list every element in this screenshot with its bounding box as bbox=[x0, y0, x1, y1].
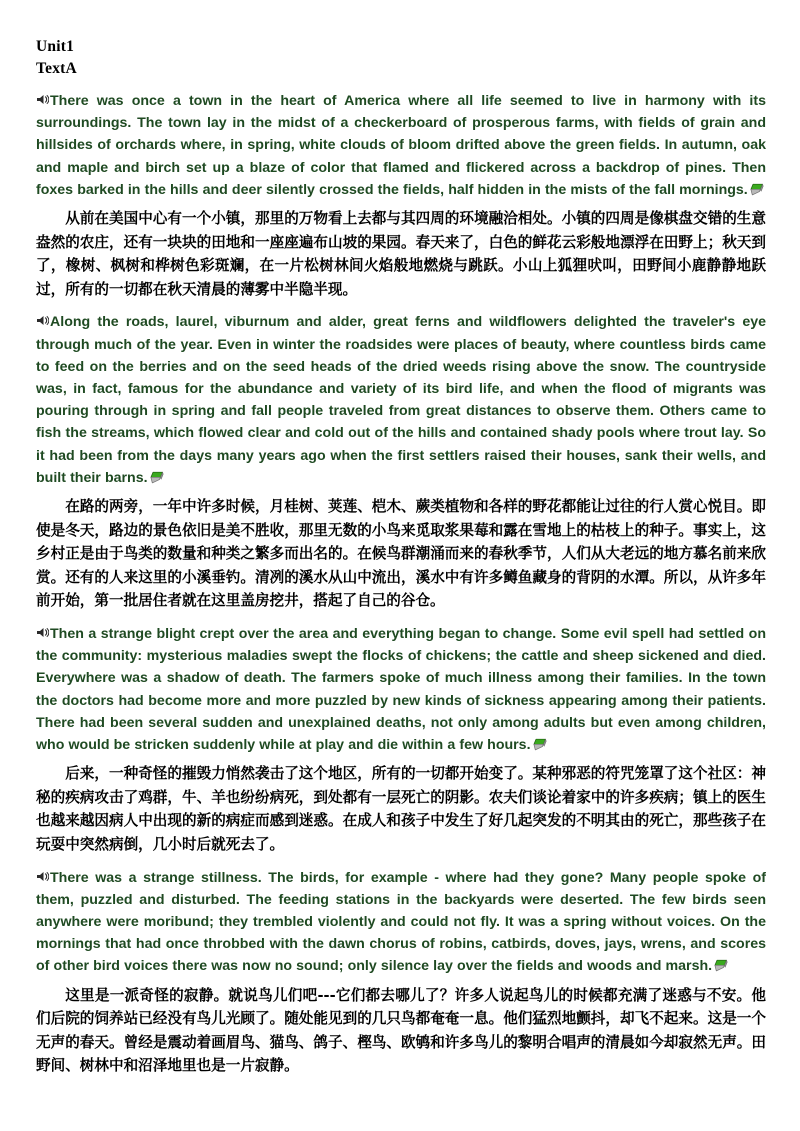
green-book-icon[interactable] bbox=[750, 183, 764, 196]
green-book-icon[interactable] bbox=[714, 959, 728, 972]
paragraph-english bbox=[36, 623, 766, 756]
paragraph-text: 后来，一种奇怪的摧毁力悄然袭击了这个地区，所有的一切都开始变了。某种邪恶的符咒笼罩了这个社区：神秘的疾病攻击了鸡群，牛、羊也纷纷病死，到处都有一层死亡的阴影。农夫们谈论着家中的许多疾病；镇上的医生也越来越因病人中出现的新的病症而感到迷惑。在成人和孩子中发生了好几起突发的不明其由的死亡，那些孩子在玩耍中突然病倒，几小时后就死去了。 bbox=[36, 765, 766, 853]
paragraph-english bbox=[36, 867, 766, 978]
paragraph-text: There was once a town in the heart of America where all life seemed to live in harmony with its surroundings. The town lay in the midst of a checkerboard of prosperous farms, with fields of grain and hillsides of orchards where, in spring, white clouds of bloom drifted above the green fields. In autumn, oak and maple and birch set up a blaze of color that flamed and flickered across a backdrop of pines. Then foxes barked in the hills and deer silently crossed the fields, half hidden in the mists of the fall mornings. bbox=[36, 93, 766, 198]
paragraph-chinese bbox=[36, 207, 766, 301]
paragraph-text: 从前在美国中心有一个小镇，那里的万物看上去都与其四周的环境融洽相处。小镇的四周是像棋盘交错的生意盎然的农庄，还有一块块的田地和一座座遍布山坡的果园。春天来了，白色的鲜花云彩般地漂浮在田野上；秋天到了，橡树、枫树和桦树色彩斑斓，在一片松树林间火焰般地燃烧与跳跃。小山上狐狸吠叫，田野间小鹿静静地跃过，所有的一切都在秋天清晨的薄雾中半隐半现。 bbox=[36, 210, 766, 298]
paragraph-chinese bbox=[36, 984, 766, 1078]
paragraph-text: 在路的两旁，一年中许多时候，月桂树、荚莲、桤木、蕨类植物和各样的野花都能让过往的行人赏心悦目。即使是冬天，路边的景色依旧是美不胜收，那里无数的小鸟来觅取浆果莓和露在雪地上的枯枝上的种子。事实上，这乡村正是由于鸟类的数量和种类之繁多而出名的。在候鸟群潮涌而来的春秋季节，人们从大老远的地方慕名前来欣赏。还有的人来这里的小溪垂钓。清冽的溪水从山中流出，溪水中有许多鳟鱼藏身的背阴的水潭。所以，从许多年前开始，第一批居住者就在这里盖房挖井，搭起了自己的谷仓。 bbox=[36, 498, 766, 610]
page-title-unit: Unit1 bbox=[36, 38, 75, 55]
speaker-icon[interactable] bbox=[36, 315, 49, 326]
green-book-icon[interactable] bbox=[533, 738, 547, 751]
paragraph-text: 这里是一派奇怪的寂静。就说鸟儿们吧---它们都去哪儿了？许多人说起鸟儿的时候都充满了迷惑与不安。他们后院的饲养站已经没有鸟儿光顾了。随处能见到的几只鸟都奄奄一息。他们猛烈地颤抖，却飞不起来。这是一个无声的春天。曾经是震动着画眉鸟、猫鸟、鸽子、樫鸟、欧鸲和许多鸟儿的黎明合唱声的清晨如今却寂然无声。田野间、树林中和沼泽地里也是一片寂静。 bbox=[36, 986, 766, 1075]
paragraph-text: Then a strange blight crept over the area and everything began to change. Some evil spell had settled on the community: mysterious maladies swept the flocks of chickens; the cattle and sheep sickened and died. Everywhere was a shadow of death. The farmers spoke of much illness among their families. In the town the doctors had become more and more puzzled by new kinds of sickness appearing among their patients. There had been several sudden and unexplained deaths, not only among adults but even among children, who would be stricken suddenly while at play and die within a few hours. bbox=[36, 625, 766, 753]
document-content bbox=[36, 90, 766, 1078]
paragraph-text: Along the roads, laurel, viburnum and alder, great ferns and wildflowers delighted the traveler's eye through much of the year. Even in winter the roadsides were places of beauty, where countless birds came to feed on the berries and on the seed heads of the dried weeds rising above the snow. The countryside was, in fact, famous for the abundance and variety of its bird life, and when the flood of migrants was pouring through in spring and fall people traveled from great distances to observe them. Others came to fish the streams, which flowed clear and cold out of the hills and contained shady pools where trout lay. So it had been from the days many years ago when the first settlers raised their houses, sank their wells, and built their barns. bbox=[36, 314, 766, 486]
page-title-text: TextA bbox=[36, 60, 77, 77]
paragraph-text: There was a strange stillness. The birds, for example - where had they gone? Many people spoke of them, puzzled and disturbed. The feeding stations in the backyards were deserted. The few birds seen anywhere were moribund; they trembled violently and could not fly. It was a spring without voices. On the mornings that had once throbbed with the dawn chorus of robins, catbirds, doves, jays, wrens, and scores of other bird voices there was now no sound; only silence lay over the fields and woods and marsh. bbox=[36, 869, 766, 975]
speaker-icon[interactable] bbox=[36, 871, 49, 882]
paragraph-chinese bbox=[36, 495, 766, 613]
speaker-icon[interactable] bbox=[36, 627, 49, 638]
green-book-icon[interactable] bbox=[150, 471, 164, 484]
paragraph-english bbox=[36, 90, 766, 201]
paragraph-english bbox=[36, 311, 766, 489]
paragraph-chinese bbox=[36, 762, 766, 856]
speaker-icon[interactable] bbox=[36, 94, 49, 105]
